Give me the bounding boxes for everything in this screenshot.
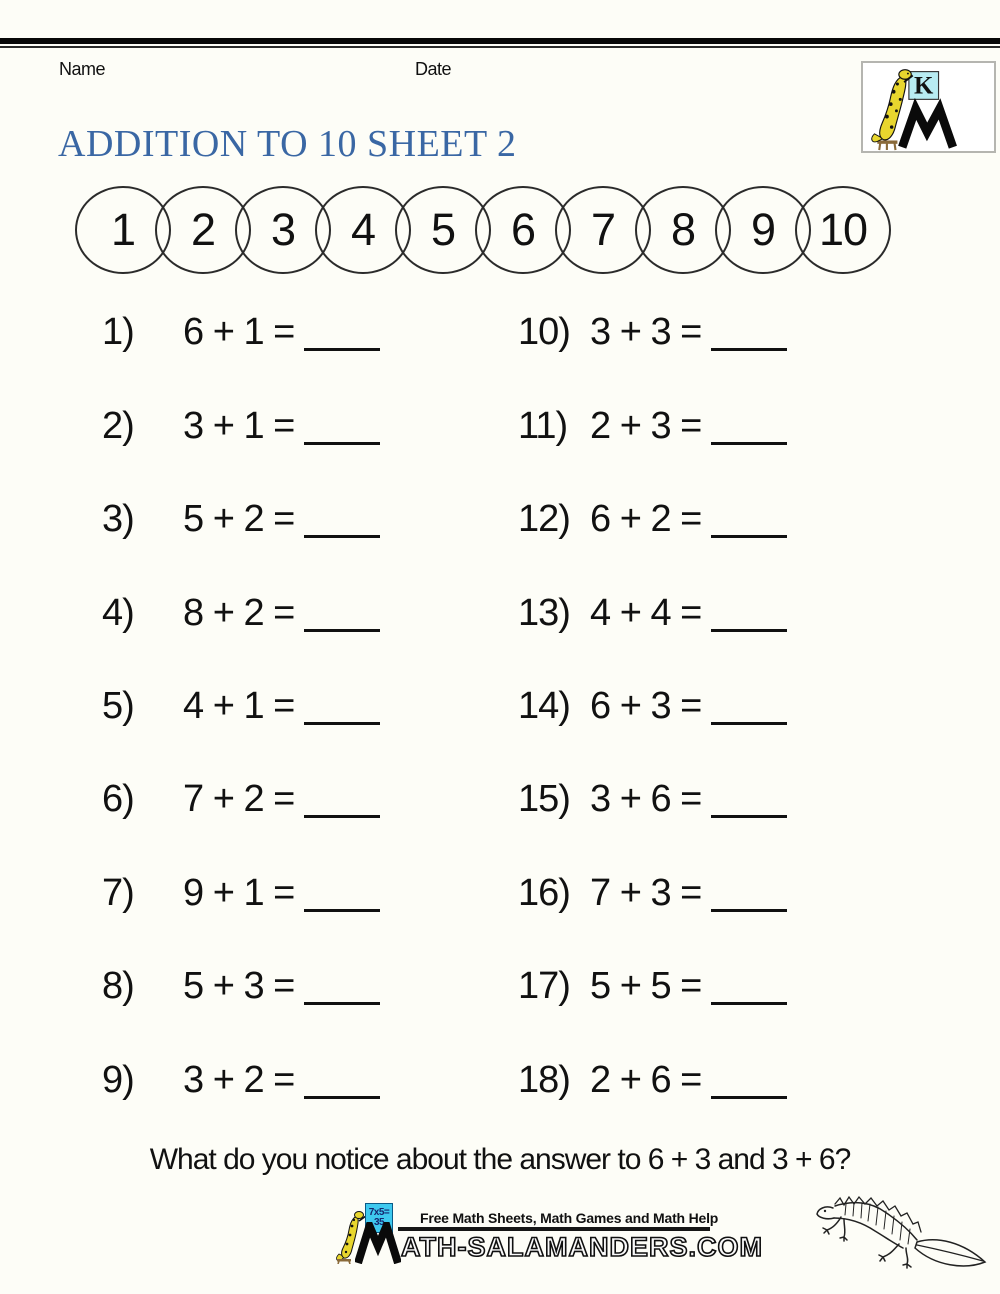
problem-number: 5) bbox=[102, 684, 134, 727]
problems-left-column bbox=[102, 286, 380, 1127]
number-circle: 4 bbox=[315, 186, 411, 274]
problem-expression: 9 + 1 = bbox=[183, 871, 295, 914]
number-circle: 9 bbox=[715, 186, 811, 274]
problem-expression: 8 + 2 = bbox=[183, 591, 295, 634]
problem-number: 7) bbox=[102, 871, 134, 914]
number-circle: 6 bbox=[475, 186, 571, 274]
number-circle: 3 bbox=[235, 186, 331, 274]
number-circle: 10 bbox=[795, 186, 891, 274]
problem-number: 18) bbox=[518, 1058, 570, 1101]
answer-blank bbox=[711, 629, 787, 632]
problem-row bbox=[102, 660, 380, 753]
problem-number: 12) bbox=[518, 498, 570, 541]
problem-number: 15) bbox=[518, 778, 570, 821]
answer-blank bbox=[304, 1002, 380, 1005]
number-circle: 5 bbox=[395, 186, 491, 274]
date-label: Date bbox=[415, 59, 452, 79]
problem-expression: 3 + 3 = bbox=[590, 311, 702, 354]
svg-text:K: K bbox=[914, 72, 934, 100]
answer-blank bbox=[711, 722, 787, 725]
problem-row bbox=[518, 753, 787, 846]
problem-row bbox=[518, 286, 787, 379]
problem-row bbox=[102, 847, 380, 940]
salamander-k-logo-icon bbox=[863, 63, 994, 151]
problem-expression: 7 + 2 = bbox=[183, 778, 295, 821]
problem-expression: 6 + 2 = bbox=[590, 498, 702, 541]
problem-number: 17) bbox=[518, 965, 570, 1008]
answer-blank bbox=[304, 535, 380, 538]
problem-row bbox=[518, 473, 787, 566]
top-border-thick bbox=[0, 38, 1000, 44]
problem-number: 4) bbox=[102, 591, 134, 634]
number-circle: 7 bbox=[555, 186, 651, 274]
problem-row bbox=[518, 940, 787, 1033]
problem-number: 6) bbox=[102, 778, 134, 821]
problem-row bbox=[518, 379, 787, 472]
number-circle: 1 bbox=[75, 186, 171, 274]
problem-row bbox=[518, 660, 787, 753]
problem-row bbox=[102, 286, 380, 379]
problem-expression: 2 + 6 = bbox=[590, 1058, 702, 1101]
answer-blank bbox=[304, 722, 380, 725]
answer-blank bbox=[304, 1096, 380, 1099]
problem-row bbox=[102, 940, 380, 1033]
problem-row bbox=[518, 566, 787, 659]
answer-blank bbox=[711, 535, 787, 538]
problem-expression: 5 + 2 = bbox=[183, 498, 295, 541]
problem-row bbox=[518, 1034, 787, 1127]
number-circle: 2 bbox=[155, 186, 251, 274]
number-line bbox=[75, 186, 875, 274]
answer-blank bbox=[711, 1096, 787, 1099]
problem-row bbox=[102, 379, 380, 472]
answer-blank bbox=[711, 442, 787, 445]
lizard-sketch-icon bbox=[813, 1184, 995, 1276]
number-circle: 8 bbox=[635, 186, 731, 274]
problem-expression: 5 + 3 = bbox=[183, 965, 295, 1008]
problem-row bbox=[102, 1034, 380, 1127]
problem-number: 10) bbox=[518, 311, 570, 354]
footer-tagline: Free Math Sheets, Math Games and Math Help bbox=[420, 1210, 719, 1226]
answer-blank bbox=[711, 1002, 787, 1005]
name-label: Name bbox=[59, 59, 106, 79]
problem-number: 11) bbox=[518, 404, 568, 447]
problem-number: 13) bbox=[518, 591, 570, 634]
answer-blank bbox=[711, 815, 787, 818]
problem-expression: 4 + 1 = bbox=[183, 684, 295, 727]
problem-expression: 5 + 5 = bbox=[590, 965, 702, 1008]
answer-blank bbox=[304, 629, 380, 632]
logo-m-icon bbox=[355, 1222, 401, 1264]
answer-blank bbox=[304, 348, 380, 351]
problem-row bbox=[102, 473, 380, 566]
problem-row bbox=[102, 753, 380, 846]
answer-blank bbox=[304, 815, 380, 818]
board-equation-line1: 7x5= bbox=[368, 1206, 390, 1218]
problem-expression: 6 + 3 = bbox=[590, 684, 702, 727]
problem-expression: 3 + 1 = bbox=[183, 404, 295, 447]
problem-expression: 3 + 2 = bbox=[183, 1058, 295, 1101]
problem-number: 14) bbox=[518, 684, 570, 727]
answer-blank bbox=[711, 909, 787, 912]
problem-expression: 3 + 6 = bbox=[590, 778, 702, 821]
problem-row bbox=[518, 847, 787, 940]
problem-number: 1) bbox=[102, 311, 134, 354]
kindergarten-logo bbox=[861, 61, 996, 153]
answer-blank bbox=[304, 909, 380, 912]
site-name: ATH-SALAMANDERS.COM bbox=[401, 1232, 763, 1262]
problem-expression: 6 + 1 = bbox=[183, 311, 295, 354]
problem-number: 2) bbox=[102, 404, 134, 447]
problems-right-column bbox=[518, 286, 787, 1127]
answer-blank bbox=[711, 348, 787, 351]
problem-number: 8) bbox=[102, 965, 134, 1008]
problem-expression: 4 + 4 = bbox=[590, 591, 702, 634]
bonus-question: What do you notice about the answer to 6 + 3 and 3 + 6? bbox=[149, 1143, 851, 1176]
footer-divider bbox=[398, 1227, 710, 1231]
problem-expression: 7 + 3 = bbox=[590, 871, 702, 914]
problem-number: 3) bbox=[102, 498, 134, 541]
answer-blank bbox=[304, 442, 380, 445]
board-equation-line2: 35 bbox=[373, 1217, 385, 1228]
problem-row bbox=[102, 566, 380, 659]
problem-expression: 2 + 3 = bbox=[590, 404, 702, 447]
top-border-thin bbox=[0, 46, 1000, 48]
page-title: ADDITION TO 10 SHEET 2 bbox=[58, 123, 517, 165]
problem-number: 9) bbox=[102, 1058, 134, 1101]
problem-number: 16) bbox=[518, 871, 570, 914]
